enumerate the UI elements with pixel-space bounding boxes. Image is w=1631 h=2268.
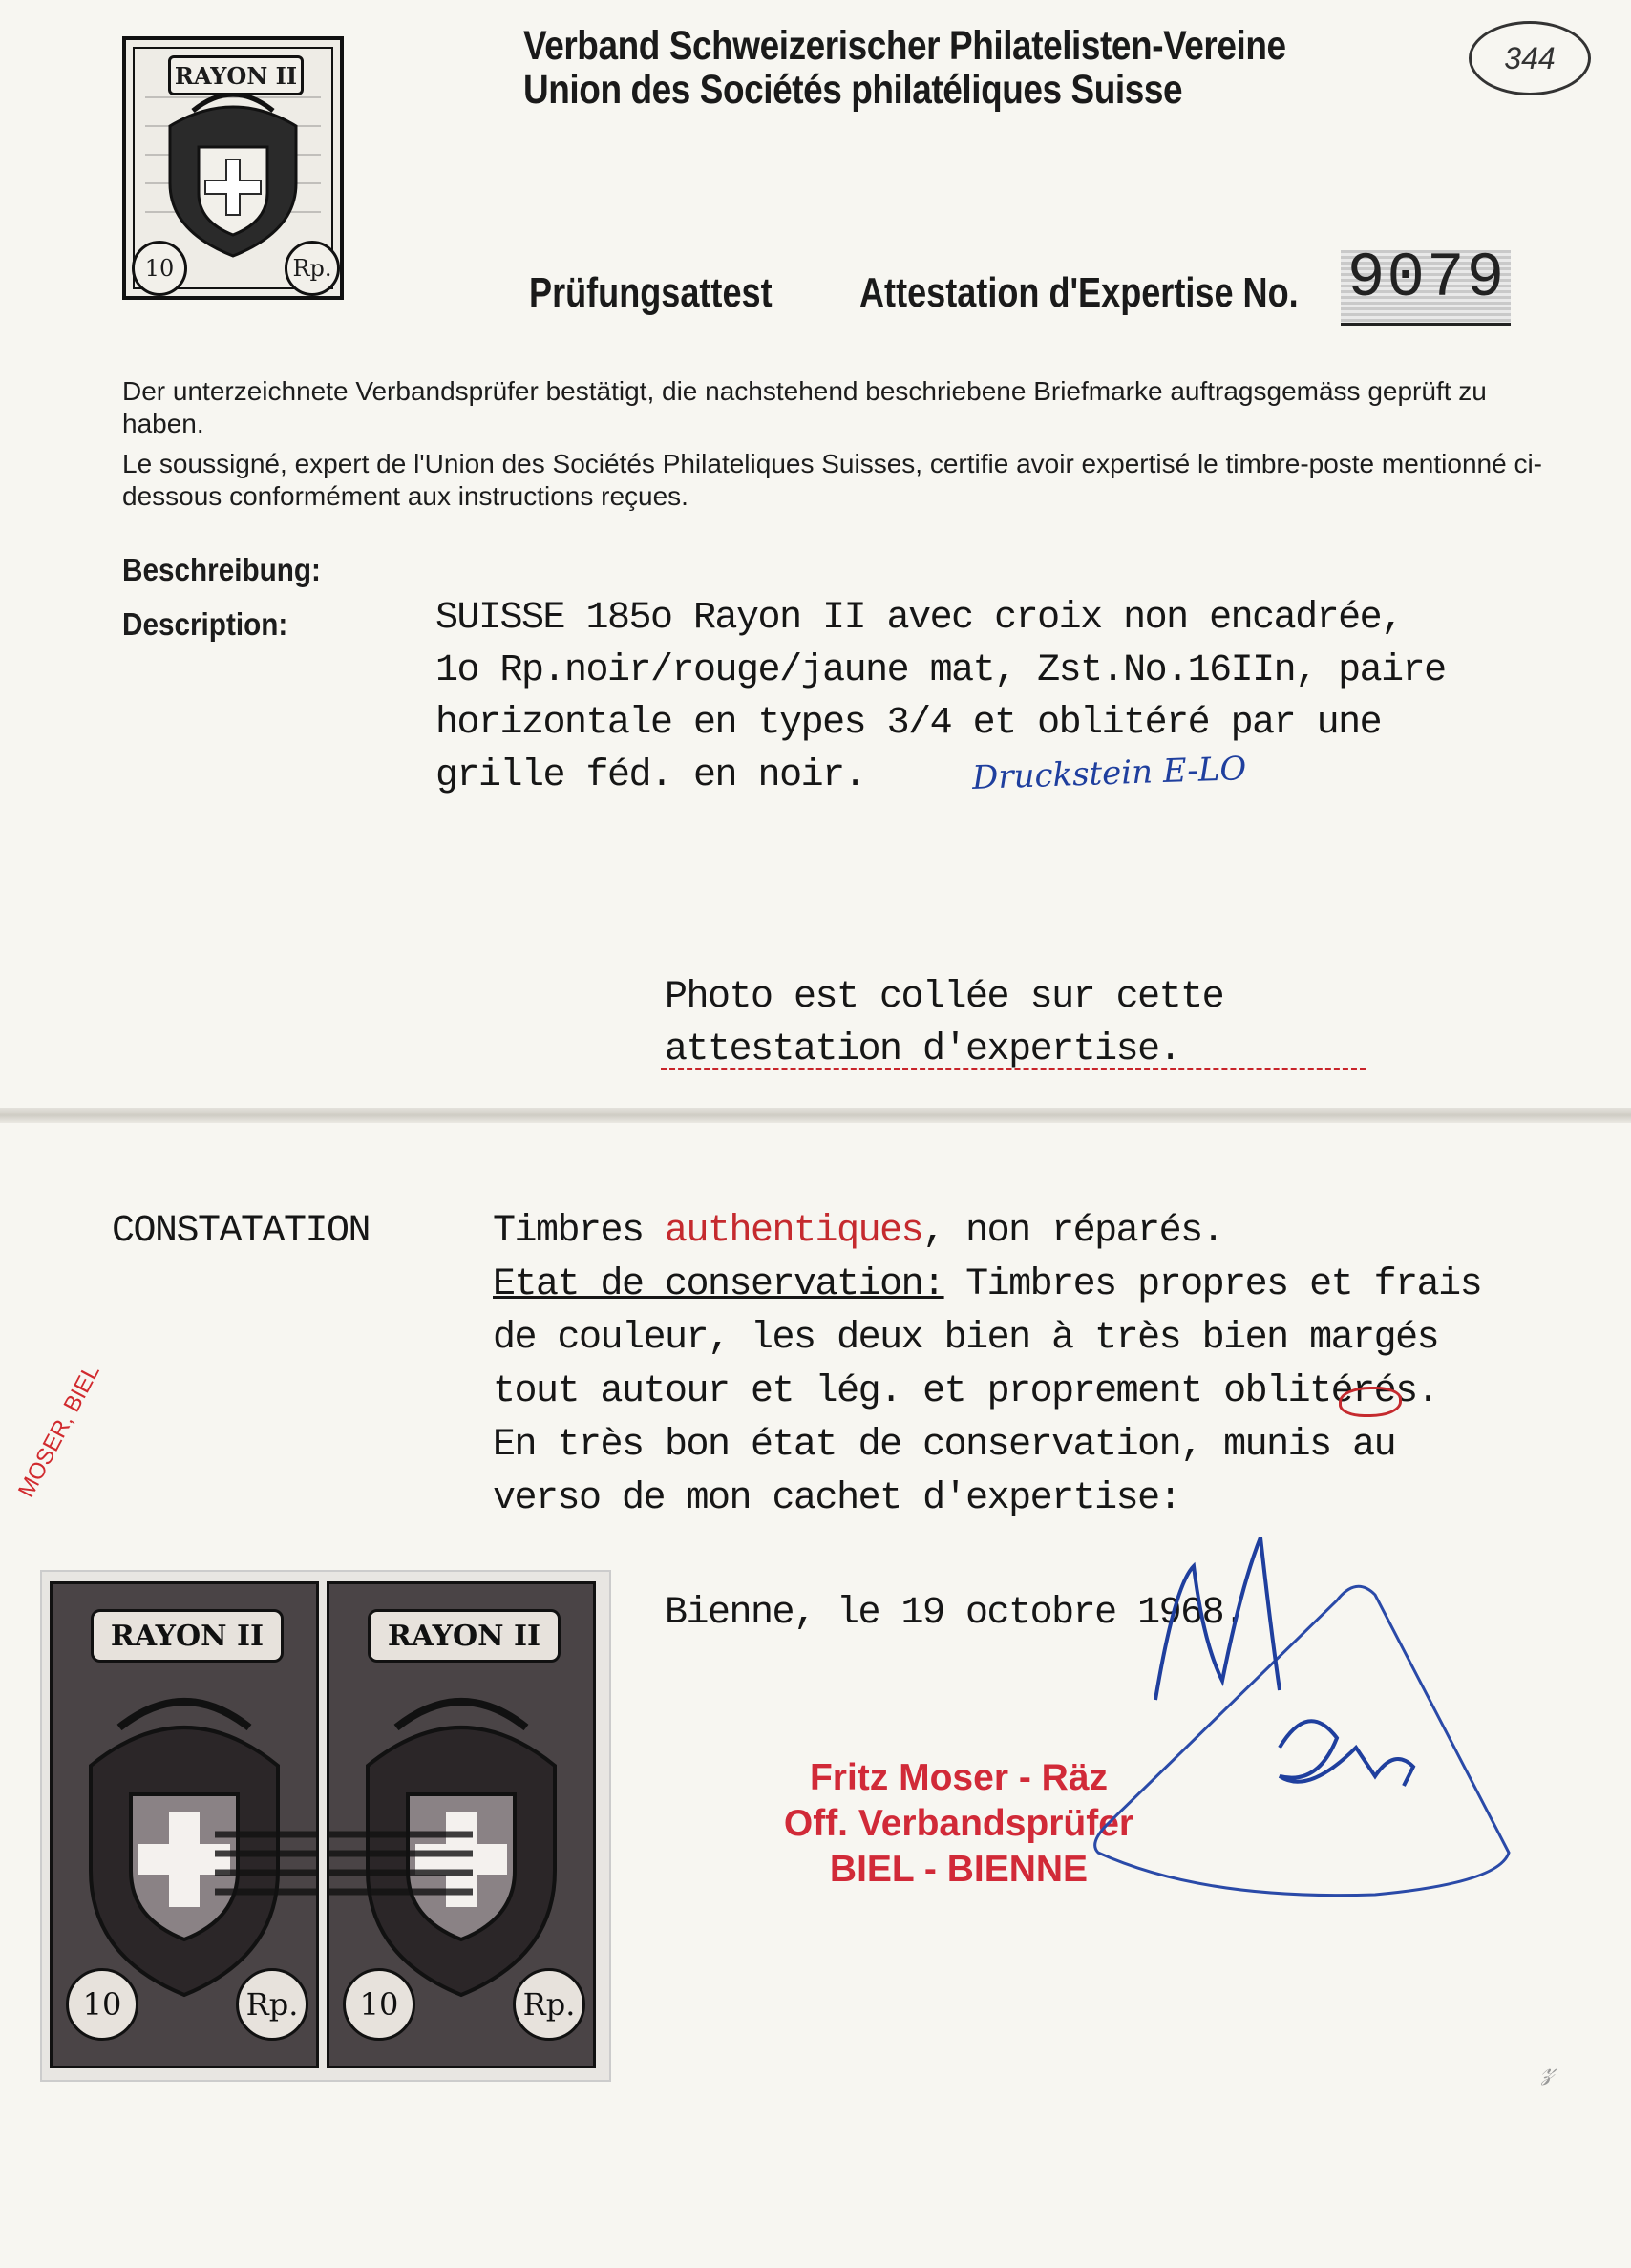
paper-fold	[0, 1108, 1631, 1123]
certificate-title-french: Attestation d'Expertise No.	[859, 269, 1299, 316]
description-label-german: Beschreibung:	[122, 552, 321, 587]
description-line: 1o Rp.noir/rouge/jaune mat, Zst.No.16IIn, paire	[435, 649, 1446, 692]
examiner-city: BIEL - BIENNE	[829, 1849, 1089, 1890]
constatation-line: En très bon état de conservation, munis au	[493, 1424, 1396, 1467]
reference-note: 344	[1469, 21, 1591, 95]
description-line: grille féd. en noir.	[435, 754, 866, 797]
logo-rayon-label: RAYON II	[168, 55, 304, 95]
stamp-rayon-label: RAYON II	[368, 1609, 561, 1663]
photo-note-line: attestation d'expertise.	[665, 1028, 1181, 1071]
expertise-mark-icon	[1339, 1387, 1402, 1417]
stamp-unit: Rp.	[236, 1968, 308, 2041]
certificate-title-german: Prüfungsattest	[529, 269, 773, 316]
page-mark-icon: 𝓏	[1541, 2053, 1555, 2087]
date-line: Bienne, le 19 octobre 1968.	[665, 1592, 1245, 1635]
handwritten-note: Druckstein E-LO	[971, 749, 1247, 798]
constatation-line: verso de mon cachet d'expertise:	[493, 1477, 1181, 1520]
signature	[1089, 1509, 1547, 1929]
intro-german: Der unterzeichnete Verbandsprüfer bestätigt, die nachstehend beschriebene Briefmarke auftragsgemäss geprüft zu haben.	[122, 376, 1487, 438]
text-run: Timbres	[493, 1210, 666, 1253]
association-logo	[122, 36, 344, 300]
org-name-german: Verband Schweizerischer Philatelisten-Vereine	[523, 23, 1286, 69]
description-label-french: Description:	[122, 606, 288, 642]
constatation-label: CONSTATATION	[112, 1210, 371, 1253]
constatation-line: de couleur, les deux bien à très bien margés	[493, 1317, 1439, 1360]
authentic-word: authentiques	[665, 1210, 923, 1253]
photo-note-line: Photo est collée sur cette	[665, 976, 1224, 1019]
condition-heading: Etat de conservation:	[493, 1263, 944, 1306]
stamp	[327, 1581, 596, 2068]
stamp-pair-photo	[42, 1572, 609, 2080]
photo-note	[665, 971, 1223, 1076]
stamp-value: 10	[66, 1968, 138, 2041]
examiner-side-stamp: MOSER, BIEL	[13, 1360, 105, 1502]
stamp-value: 10	[343, 1968, 415, 2041]
description-line: SUISSE 185o Rayon II avec croix non encadrée,	[435, 597, 1403, 640]
constatation-line: tout autour et lég. et proprement oblitérés.	[493, 1370, 1439, 1413]
examiner-title: Off. Verbandsprüfer	[783, 1803, 1134, 1844]
description-line: horizontale en types 3/4 et oblitéré par une	[435, 702, 1382, 745]
logo-unit: Rp.	[285, 241, 340, 296]
certificate-number: 9079	[1346, 243, 1507, 314]
org-name-french: Union des Sociétés philatéliques Suisse	[523, 67, 1183, 113]
constatation-text	[493, 1205, 1481, 1526]
constatation-line	[493, 1259, 1481, 1312]
intro-french: Le soussigné, expert de l'Union des Sociétés Philateliques Suisses, certifie avoir expertisé le timbre-poste mentionné ci-dessous conformément aux instructions reçues.	[122, 449, 1542, 511]
stamp-rayon-label: RAYON II	[91, 1609, 284, 1663]
constatation-line	[493, 1205, 1481, 1259]
text-run: Timbres propres et frais	[943, 1263, 1482, 1306]
description-text	[435, 592, 1446, 802]
logo-value: 10	[132, 241, 187, 296]
stamp-unit: Rp.	[513, 1968, 585, 2041]
text-run: , non réparés.	[922, 1210, 1224, 1253]
red-underline	[661, 1068, 1366, 1070]
stamp	[50, 1581, 319, 2068]
examiner-name: Fritz Moser - Räz	[809, 1757, 1109, 1798]
